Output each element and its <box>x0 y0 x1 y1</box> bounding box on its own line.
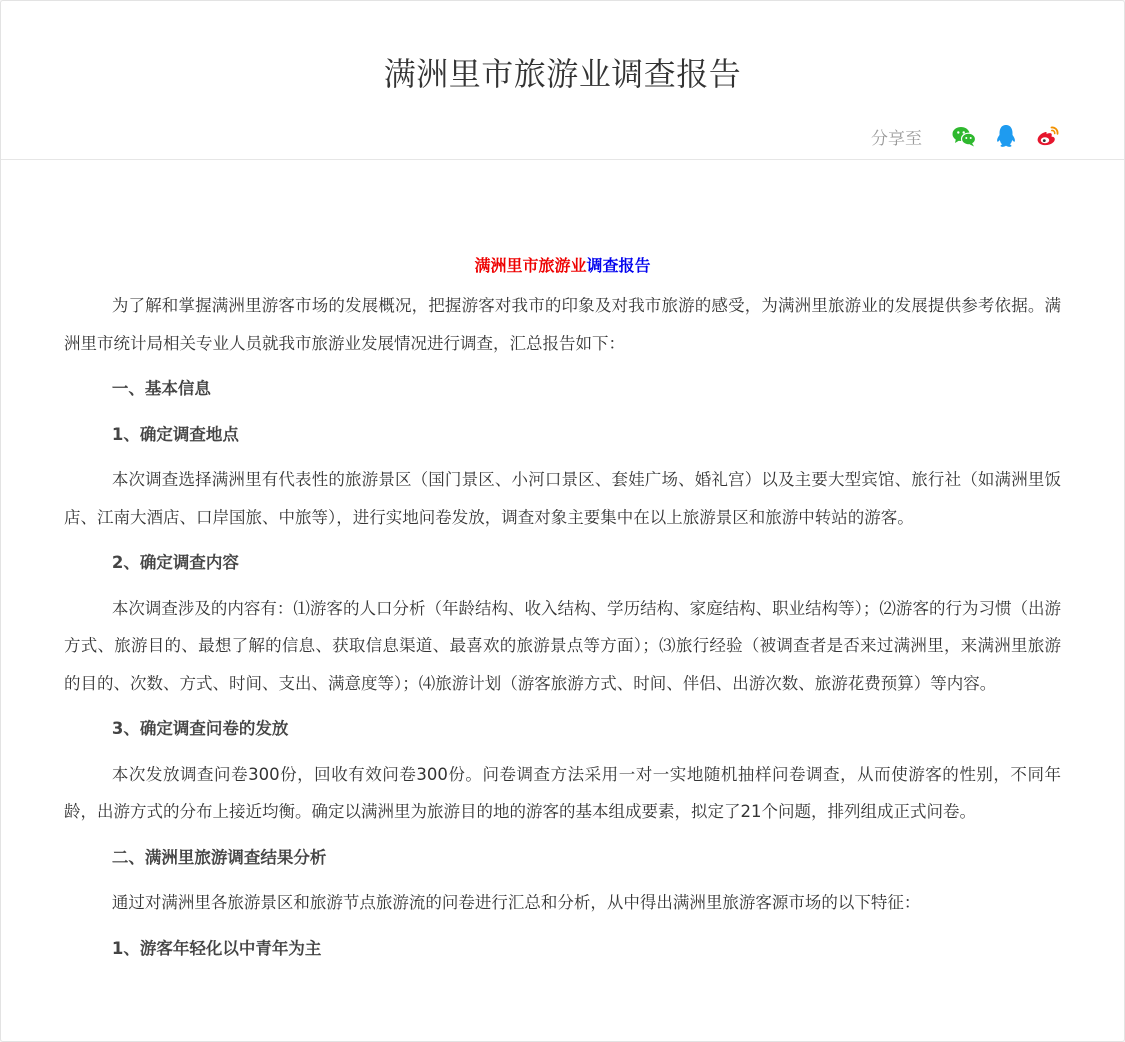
wechat-icon[interactable] <box>950 122 978 150</box>
share-label: 分享至 <box>871 128 922 149</box>
article-title <box>64 251 1061 281</box>
article-body <box>64 241 1061 975</box>
paragraph: 本次调查涉及的内容有：⑴游客的人口分析（年龄结构、收入结构、学历结构、家庭结构、职业结构等）；⑵游客的行为习惯（出游方式、旅游目的、最想了解的信息、获取信息渠道、最喜欢的旅游景点等方面）；⑶旅行经验（被调查者是否来过满洲里，来满洲里旅游的目的、次数、方式、时间、支出、满意度等）；⑷旅游计划（游客旅游方式、时间、伴侣、出游次数、旅游花费预算）等内容。 <box>64 598 1061 693</box>
subsection-heading: 2、确定调查内容 <box>111 553 239 572</box>
paragraph: 通过对满洲里各旅游景区和旅游节点旅游流的问卷进行汇总和分析，从中得出满洲里旅游客源市场的以下特征： <box>111 893 921 912</box>
paragraph: 本次发放调查问卷300份，回收有效问卷300份。问卷调查方法采用一对一实地随机抽样问卷调查，从而使游客的性别，不同年龄，出游方式的分布上接近均衡。确定以满洲里为旅游目的地的游客的基本组成要素，拟定了21个问题，排列组成正式问卷。 <box>64 764 1061 821</box>
qq-icon[interactable] <box>992 122 1020 150</box>
page-title: 满洲里市旅游业调查报告 <box>383 55 742 93</box>
section-heading: 一、基本信息 <box>111 379 211 398</box>
article-title-part1: 满洲里市旅游业 <box>474 256 587 275</box>
page-header <box>1 1 1124 160</box>
paragraph: 为了解和掌握满洲里游客市场的发展概况，把握游客对我市的印象及对我市旅游的感受，为满洲里旅游业的发展提供参考依据。满洲里市统计局相关专业人员就我市旅游业发展情况进行调查，汇总报告如下： <box>64 296 1061 353</box>
weibo-icon[interactable] <box>1034 122 1062 150</box>
share-bar <box>871 121 1062 151</box>
article-title-part2: 调查报告 <box>586 256 651 275</box>
section-heading: 二、满洲里旅游调查结果分析 <box>111 847 327 867</box>
subsection-heading: 1、游客年轻化以中青年为主 <box>111 938 322 958</box>
paragraph: 本次调查选择满洲里有代表性的旅游景区（国门景区、小河口景区、套娃广场、婚礼宫）以及主要大型宾馆、旅行社（如满洲里饭店、江南大酒店、口岸国旅、中旅等），进行实地问卷发放，调查对象主要集中在以上旅游景区和旅游中转站的游客。 <box>64 470 1061 527</box>
subsection-heading: 3、确定调查问卷的发放 <box>111 719 289 738</box>
subsection-heading: 1、确定调查地点 <box>111 424 239 444</box>
